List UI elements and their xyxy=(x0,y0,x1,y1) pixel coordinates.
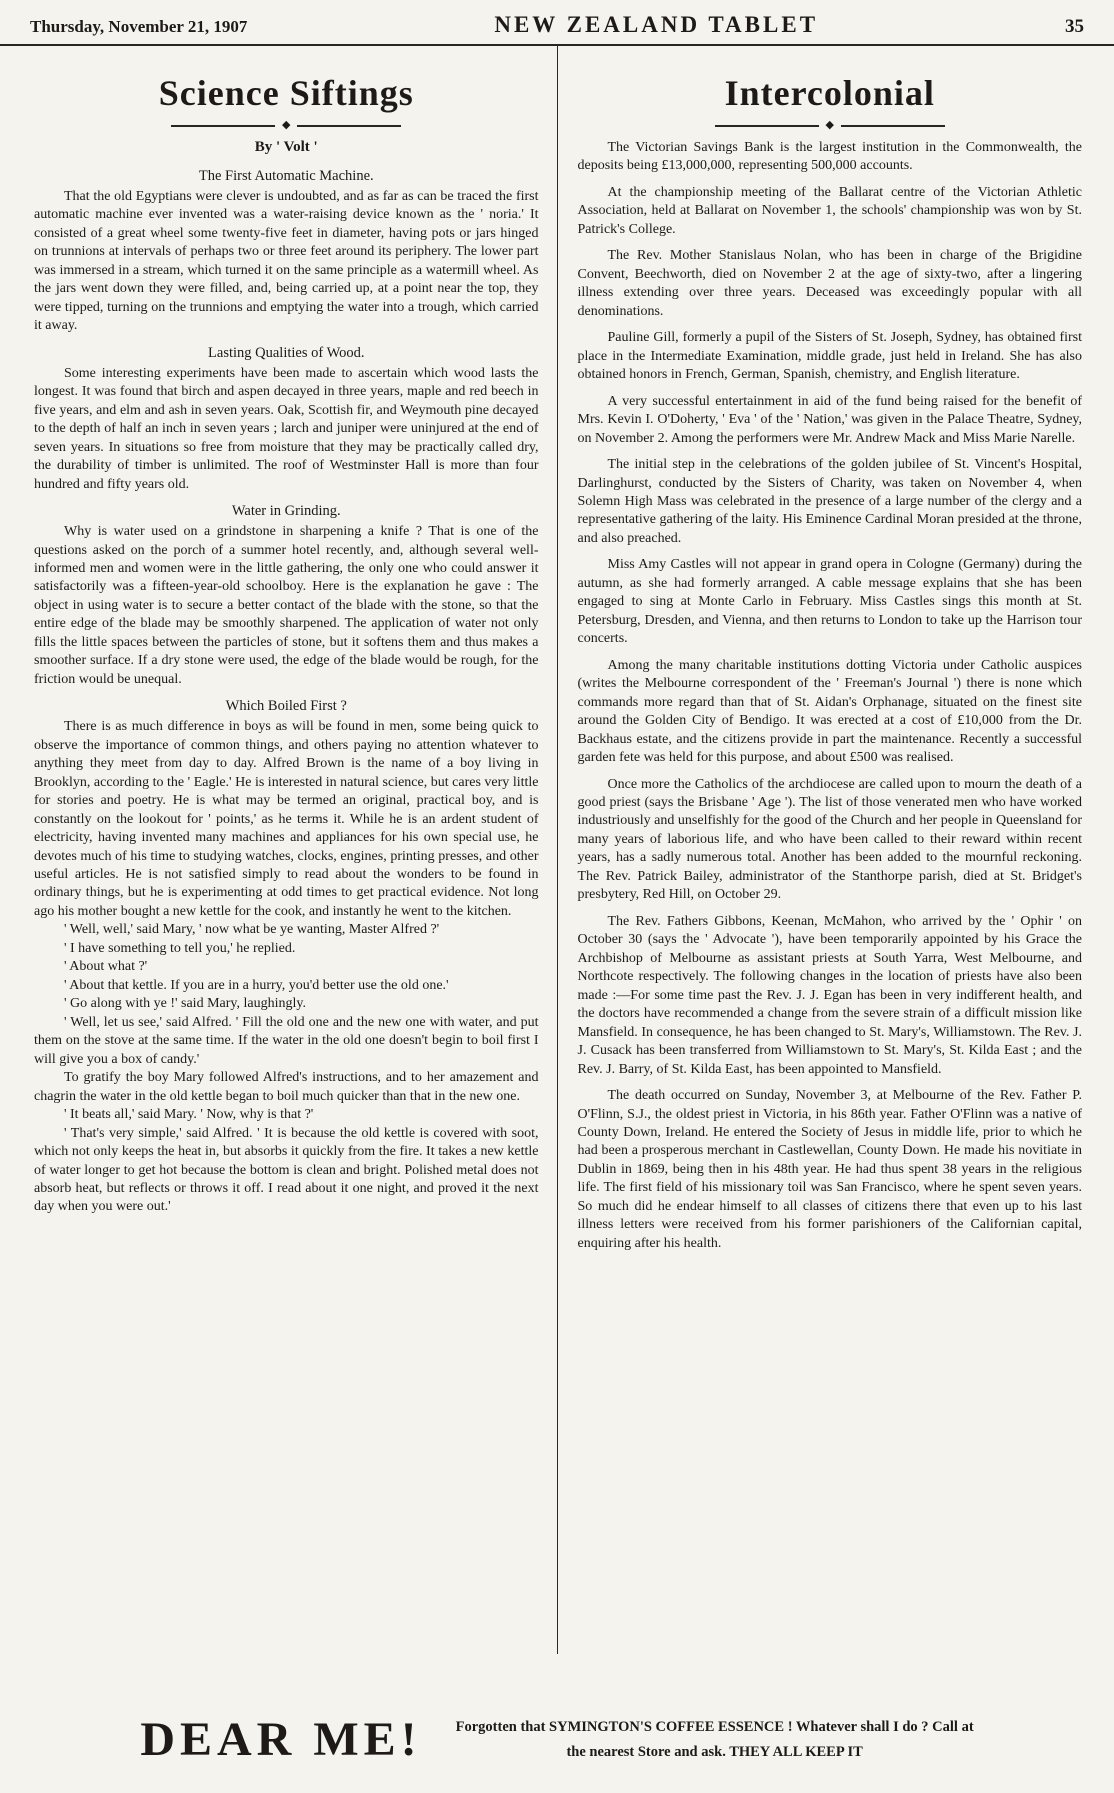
masthead xyxy=(0,0,1114,46)
ad-copy-line1: Forgotten that SYMINGTON'S COFFEE ESSENCE ! Whatever shall I do ? Call at xyxy=(455,1718,974,1735)
column-title-science-siftings: Science Siftings xyxy=(158,73,414,113)
paragraph: Pauline Gill, formerly a pupil of the Sisters of St. Joseph, Sydney, has obtained first place in the Intermediate Examination, middle grade, just held in Ireland. She has also obtained honors in French, German, Spanish, chemistry, and English literature. xyxy=(577,330,1082,383)
science-siftings-column xyxy=(26,46,557,1654)
footer-advertisement xyxy=(0,1712,1114,1767)
ad-copy xyxy=(456,1715,974,1764)
paragraph: To gratify the boy Mary followed Alfred's instructions, and to her amazement and chagrin the water in the old kettle began to boil much quicker than that in the new one. xyxy=(34,1070,539,1104)
paragraph: ' Go along with ye !' said Mary, laughingly. xyxy=(64,996,306,1012)
paragraph: The initial step in the celebrations of the golden jubilee of St. Vincent's Hospital, Darlinghurst, conducted by the Sisters of Charity, was taken on November 4, when Solemn High Mass was celebrated in the presence of a large number of the clergy and a representative gathering of the laity. His Eminence Cardinal Moran presided at the throne, and also preached. xyxy=(577,457,1082,546)
two-column-layout xyxy=(0,46,1114,1654)
paragraph: ' About what ?' xyxy=(64,959,148,975)
paragraph: ' It beats all,' said Mary. ' Now, why is that ?' xyxy=(64,1107,314,1123)
paragraph: Some interesting experiments have been made to ascertain which wood lasts the longest. It was found that birch and aspen decayed in three years, maple and red beech in five years, and elm and ash in seven years. Oak, Scottish fir, and Weymouth pine decayed to the depth of half an inch in seven years ; larch and juniper were uninjured at the end of seven years. In situations so free from moisture that they may be practically called dry, the durability of timber is unlimited. The roof of Westminster Hall is more than four hundred and fifty years old. xyxy=(34,365,539,492)
divider-line xyxy=(171,125,275,127)
paragraph: ' About that kettle. If you are in a hurry, you'd better use the old one.' xyxy=(64,977,449,993)
byline: By ' Volt ' xyxy=(254,139,318,155)
paragraph: There is as much difference in boys as will be found in men, some being quick to observe the importance of common things, and others paying no attention whatever to anything they meet from day to day. Alfred Brown is the name of a boy living in Brooklyn, according to the ' Eagle.' He is interested in natural science, but cares very little for stories and poetry. He is what may be termed an original, practical boy, and is constantly on the lookout for ' points,' as he terms it. While he is an ardent student of electricity, having invented many machines and appliances for his own special use, he devotes much of his time to studying watches, clocks, engines, printing presses, and other useful articles. He is not satisfied simply to read about the wonders to be found in ordinary things, but he is experimenting at odd times to get practical evidence. Not long ago his mother bought a new kettle for the cook, and instantly he went to the kitchen. xyxy=(34,719,539,919)
divider-line xyxy=(297,125,401,127)
paragraph: Why is water used on a grindstone in sharpening a knife ? That is one of the questions asked on the porch of a summer hotel recently, and, although several well-informed men and women were in the little gathering, the only one who could answer it satisfactorily was a fifteen-year-old schoolboy. Here is the explanation he gave : The object in using water is to secure a better contact of the blade with the stone, so that the entire edge of the blade may be smoothly sharpened. The application of water not only fills the little spaces between the particles of stone, but it softens them and thus makes a smoother surface. If a dry stone were used, the edge of the blade would be rough, for the friction would be unequal. xyxy=(34,524,539,687)
paragraph: At the championship meeting of the Ballarat centre of the Victorian Athletic Association, held at Ballarat on November 1, the schools' championship was won by St. Patrick's College. xyxy=(577,184,1082,237)
ornamental-divider xyxy=(715,120,945,131)
masthead-page-number: 35 xyxy=(1064,16,1084,37)
masthead-title: NEW ZEALAND TABLET xyxy=(494,12,819,37)
paragraph: ' I have something to tell you,' he replied. xyxy=(64,940,296,956)
divider-line xyxy=(715,125,819,127)
paragraph: That the old Egyptians were clever is undoubted, and as far as can be traced the first automatic machine ever invented was a water-raising device known as the ' noria.' It consisted of a great wheel some twenty-five feet in diameter, having pots or jars hinged on trunnions at intervals of perhaps two or three feet around its periphery. The lower part was immersed in a stream, which turned it on the same principle as a watermill wheel. As the jars went down they were filled, and, being carried up, at a point near the top, they were tipped, turning on the trunnions and emptying the water into a trough, which carried it away. xyxy=(34,189,539,334)
paragraph: The Victorian Savings Bank is the largest institution in the Commonwealth, the deposits being £13,000,000, representing 500,000 accounts. xyxy=(577,140,1082,174)
paragraph: The Rev. Mother Stanislaus Nolan, who has been in charge of the Brigidine Convent, Beechworth, died on November 2 at the age of sixty-two, after a lingering illness extending over three years. Deceased was exceedingly popular with all denominations. xyxy=(577,248,1082,319)
masthead-date: Thursday, November 21, 1907 xyxy=(30,17,248,36)
ad-copy-line2: the nearest Store and ask. THEY ALL KEEP IT xyxy=(566,1743,863,1760)
section-heading: Lasting Qualities of Wood. xyxy=(208,344,365,361)
paragraph: ' Well, well,' said Mary, ' now what be ye wanting, Master Alfred ?' xyxy=(64,922,440,938)
column-title-intercolonial: Intercolonial xyxy=(724,73,935,113)
ornamental-divider xyxy=(171,120,401,131)
diamond-ornament-icon: ◆ xyxy=(282,119,291,131)
ad-headline: DEAR ME! xyxy=(140,1713,422,1766)
section-heading: Which Boiled First ? xyxy=(225,698,347,715)
paragraph: Miss Amy Castles will not appear in grand opera in Cologne (Germany) during the autumn, as she had formerly arranged. A cable message explains that she has been engaged to sing at Monte Carlo in February. Miss Castles sings this month at St. Petersburg, Dresden, and Vienna, and then returns to London to take up the Harrison tour concerts. xyxy=(577,557,1082,647)
divider-line xyxy=(841,125,945,127)
intercolonial-column xyxy=(558,46,1089,1654)
diamond-ornament-icon: ◆ xyxy=(825,119,834,131)
paragraph: ' Well, let us see,' said Alfred. ' Fill the old one and the new one with water, and put them on the stove at the same time. If the water in the old one doesn't begin to boil first I will give you a box of candy.' xyxy=(34,1014,539,1067)
paragraph: Once more the Catholics of the archdiocese are called upon to mourn the death of a good priest (says the Brisbane ' Age '). The list of those venerated men who have worked industriously and unselfishly for the good of the Church and her people in Queensland for many years of laborious life, and who have been called to their reward within recent years, has a sadly numerous total. Another has been added to the mournful reckoning. The Rev. Patrick Bailey, administrator of the Stanthorpe parish, died at St. Bridget's presbytery, Red Hill, on October 29. xyxy=(577,776,1082,903)
paragraph: The Rev. Fathers Gibbons, Keenan, McMahon, who arrived by the ' Ophir ' on October 30 (says the ' Advocate '), have been temporarily appointed by his Grace the Archbishop of Melbourne as assistant priests at South Yarra, West Melbourne, and Northcote respectively. The following changes in the location of priests have also been made :—For some time past the Rev. J. J. Egan has been in very indifferent health, and the doctors have recommended a change from the severe strain of a difficult mission like Mansfield. In consequence, he has been changed to St. Mary's, Williamstown. The Rev. J. J. Cusack has been transferred from Williamstown to St. Mary's, St. Kilda East ; and the Rev. J. Barry, of St. Kilda East, has been appointed to Mansfield. xyxy=(577,913,1082,1077)
paragraph: A very successful entertainment in aid of the fund being raised for the benefit of Mrs. Kevin I. O'Doherty, ' Eva ' of the ' Nation,' was given in the Palace Theatre, Sydney, on November 2. Among the performers were Mr. Andrew Mack and Miss Marie Narelle. xyxy=(577,393,1082,446)
paragraph: The death occurred on Sunday, November 3, at Melbourne of the Rev. Father P. O'Flinn, S.J., the oldest priest in Victoria, in his 86th year. Father O'Flinn was a native of County Down, Ireland. He entered the Society of Jesus in middle life, prior to which he had been a prosperous merchant in Castlewellan, County Down. He made his novitiate in Dublin in 1869, being then in his 48th year. He had thus spent 38 years in the religious life. The first field of his missionary toil was San Francisco, where he spent seven years. So much did he endear himself to all classes of citizens there that even up to his last illness letters were received from his former parishioners of the Californian capital, enquiring after his health. xyxy=(577,1088,1082,1251)
section-heading: Water in Grinding. xyxy=(231,503,341,520)
paragraph: ' That's very simple,' said Alfred. ' It is because the old kettle is covered with soot, which not only keeps the heat in, but absorbs it quickly from the fire. It takes a new kettle of water longer to get hot because the bottom is clean and bright. Polished metal does not absorb heat, but reflects or throws it off. I read about it one night, and proved it the next day when you were out.' xyxy=(34,1125,539,1215)
paragraph: Among the many charitable institutions dotting Victoria under Catholic auspices (writes the Melbourne correspondent of the ' Freeman's Journal ') there is none which commands more regard than that of St. Aidan's Orphanage, situated on the finest site around the Golden City of Bendigo. It was erected at a cost of £10,000 from the Dr. Backhaus estate, and the citizens provide in part the maintenance. Recently a successful garden fete was held for this purpose, and about £500 was realised. xyxy=(577,657,1082,766)
section-heading: The First Automatic Machine. xyxy=(198,168,374,184)
